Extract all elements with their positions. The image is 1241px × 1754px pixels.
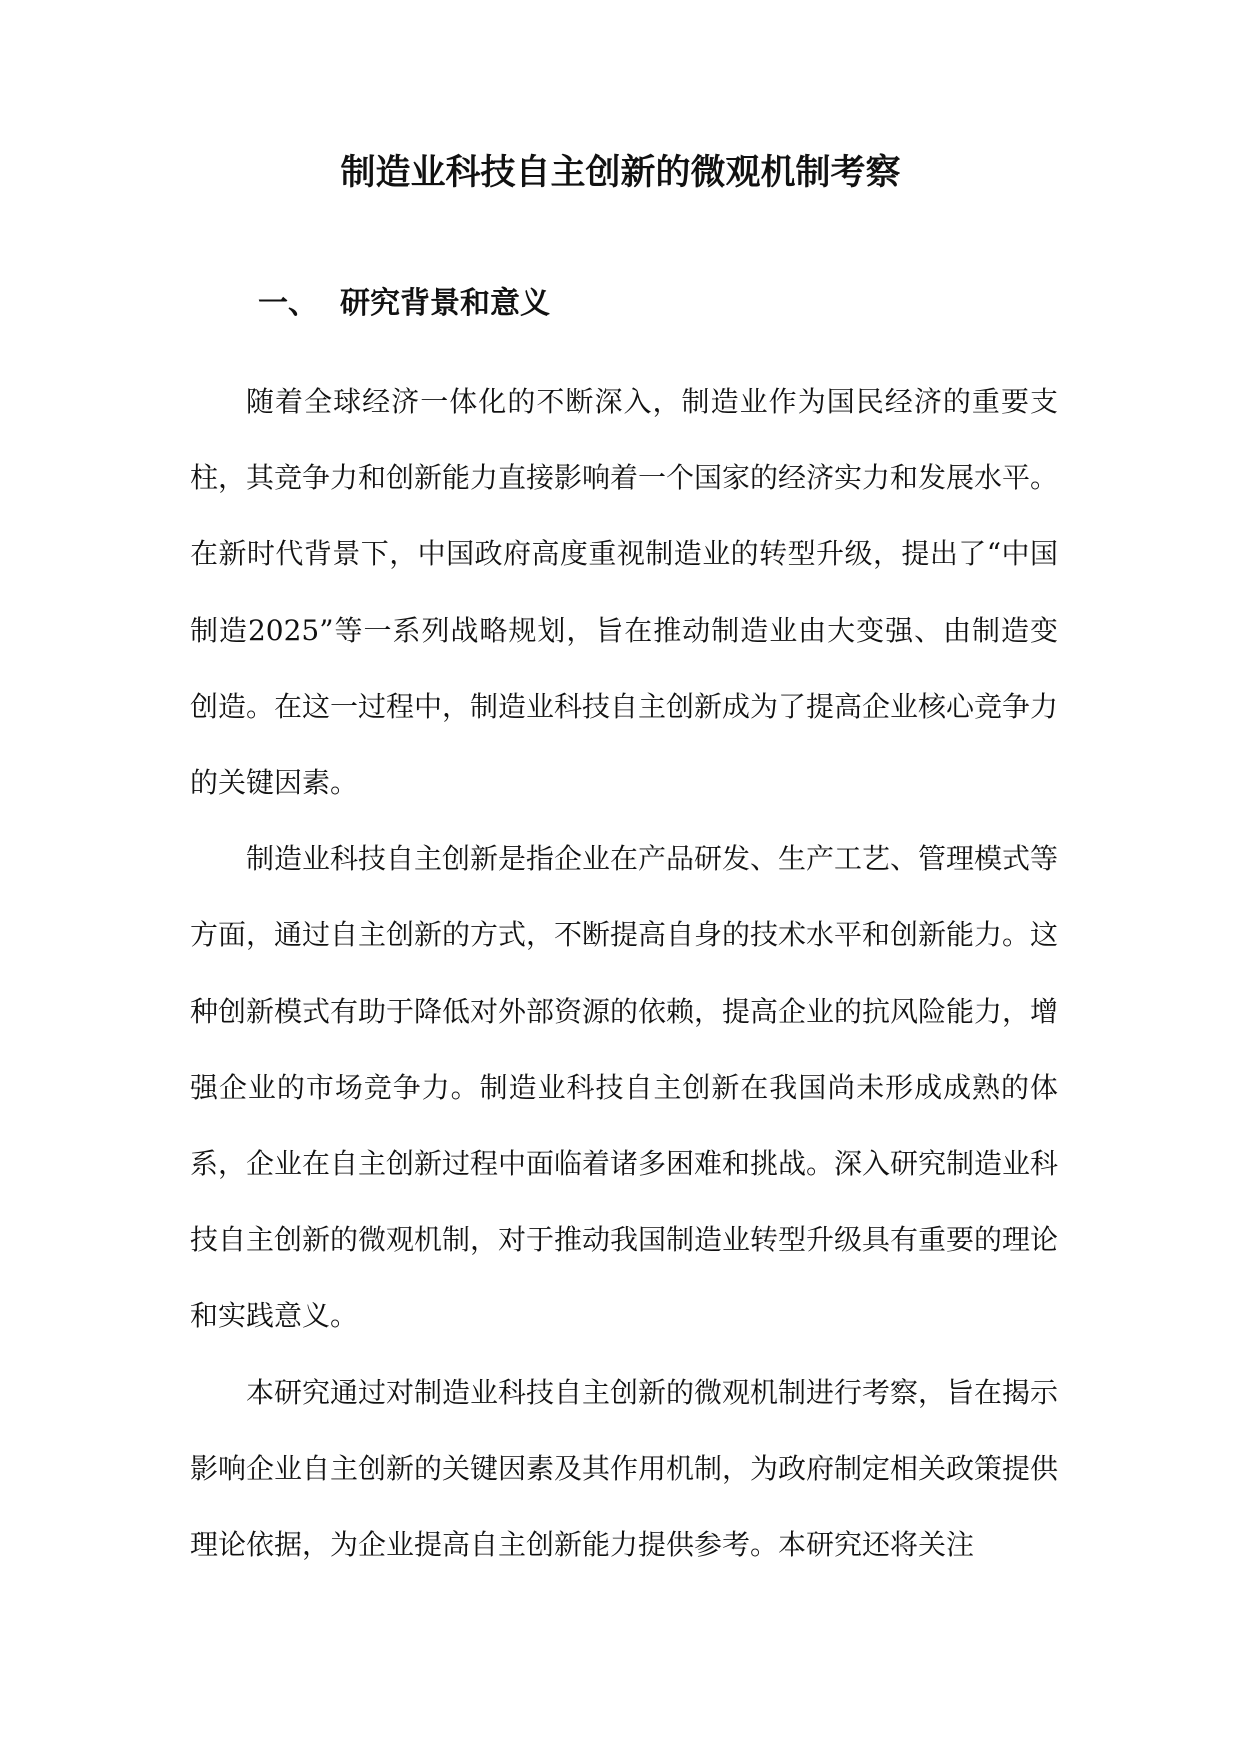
section-number: 一、 [258,286,318,321]
paragraph-2: 制造业科技自主创新是指企业在产品研发、生产工艺、管理模式等方面，通过自主创新的方式，不断提高自身的技术水平和创新能力。这种创新模式有助于降低对外部资源的依赖，提高企业的抗风险能力，增强企业的市场竞争力。制造业科技自主创新在我国尚未形成成熟的体系，企业在自主创新过程中面临着诸多困难和挑战。深入研究制造业科技自主创新的微观机制，对于推动我国制造业转型升级具有重要的理论和实践意义。 [190,842,1059,1333]
paragraph-1: 随着全球经济一体化的不断深入，制造业作为国民经济的重要支柱，其竞争力和创新能力直接影响着一个国家的经济实力和发展水平。在新时代背景下，中国政府高度重视制造业的转型升级，提出了“中国制造2025”等一系列战略规划，旨在推动制造业由大变强、由制造变创造。在这一过程中，制造业科技自主创新成为了提高企业核心竞争力的关键因素。 [190,385,1059,800]
document-body [190,364,1058,1583]
paragraph-3: 本研究通过对制造业科技自主创新的微观机制进行考察，旨在揭示影响企业自主创新的关键因素及其作用机制，为政府制定相关政策提供理论依据，为企业提高自主创新能力提供参考。本研究还将关注 [190,1375,1059,1562]
document-title: 制造业科技自主创新的微观机制考察 [340,153,901,193]
section-title: 研究背景和意义 [340,286,550,321]
section-heading [258,284,550,324]
